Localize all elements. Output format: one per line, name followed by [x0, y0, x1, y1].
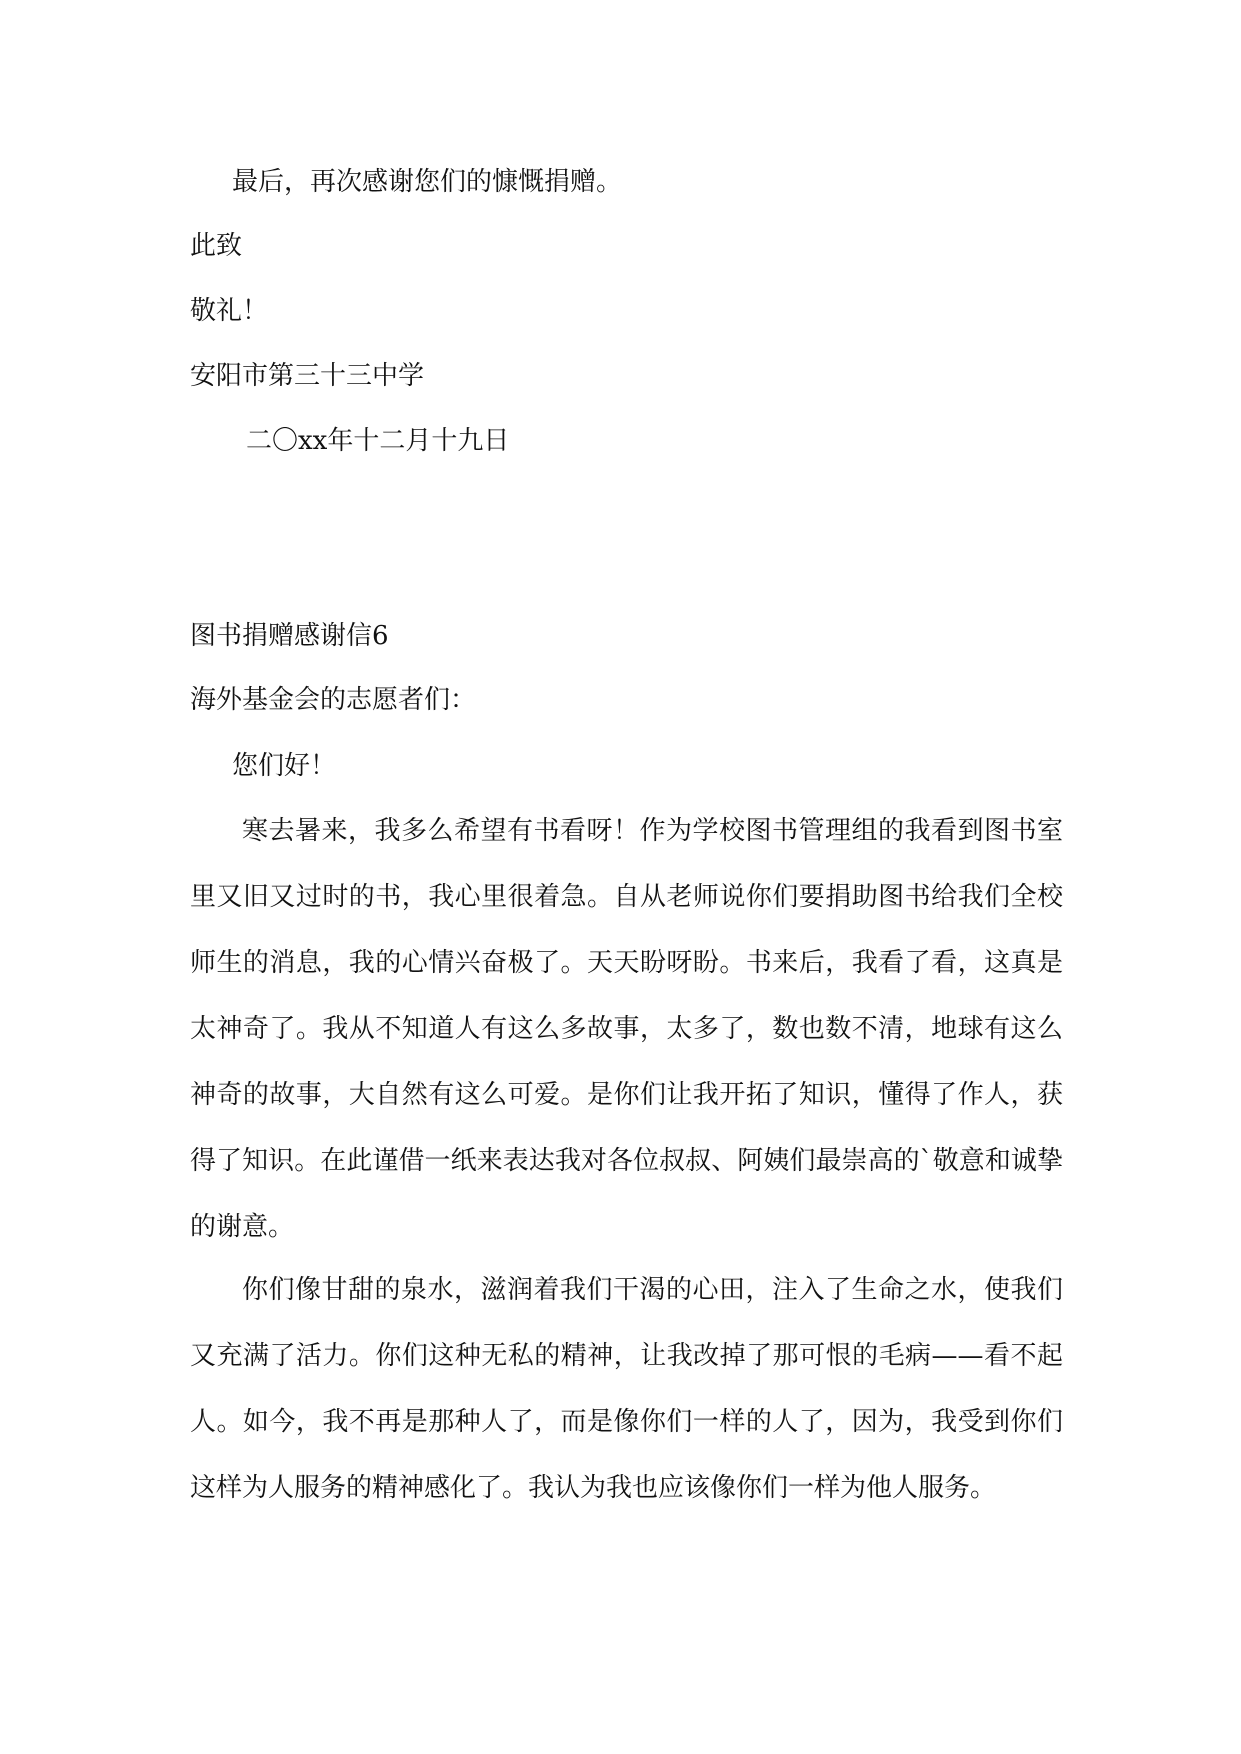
salutation-ci-zhi: 此致	[190, 231, 243, 261]
letter-greeting: 您们好！	[232, 751, 337, 781]
letter-title: 图书捐赠感谢信6	[190, 621, 389, 651]
letter-recipient: 海外基金会的志愿者们：	[190, 685, 477, 715]
body-paragraph-1: 寒去暑来，我多么希望有书看呀！作为学校图书管理组的我看到图书室里又旧又过时的书，我心里很着急。自从老师说你们要捐助图书给我们全校师生的消息，我的心情兴奋极了。天天盼呀盼。书来后，我看了看，这真是太神奇了。我从不知道人有这么多故事，太多了，数也数不清，地球有这么神奇的故事，大自然有这么可爱。是你们让我开拓了知识，懂得了作人，获得了知识。在此谨借一纸来表达我对各位叔叔、阿姨们最崇高的`敬意和诚挚的谢意。	[190, 816, 1063, 1242]
signature-school: 安阳市第三十三中学	[190, 361, 425, 391]
closing-line: 最后，再次感谢您们的慷慨捐赠。	[232, 167, 623, 197]
body-paragraph-2: 你们像甘甜的泉水，滋润着我们干渴的心田，注入了生命之水，使我们又充满了活力。你们这种无私的精神，让我改掉了那可恨的毛病——看不起人。如今，我不再是那种人了，而是像你们一样的人了，因为，我受到你们这样为人服务的精神感化了。我认为我也应该像你们一样为他人服务。	[190, 1275, 1063, 1503]
salutation-jing-li: 敬礼！	[190, 296, 269, 326]
letter-date: 二〇xx年十二月十九日	[246, 426, 510, 456]
